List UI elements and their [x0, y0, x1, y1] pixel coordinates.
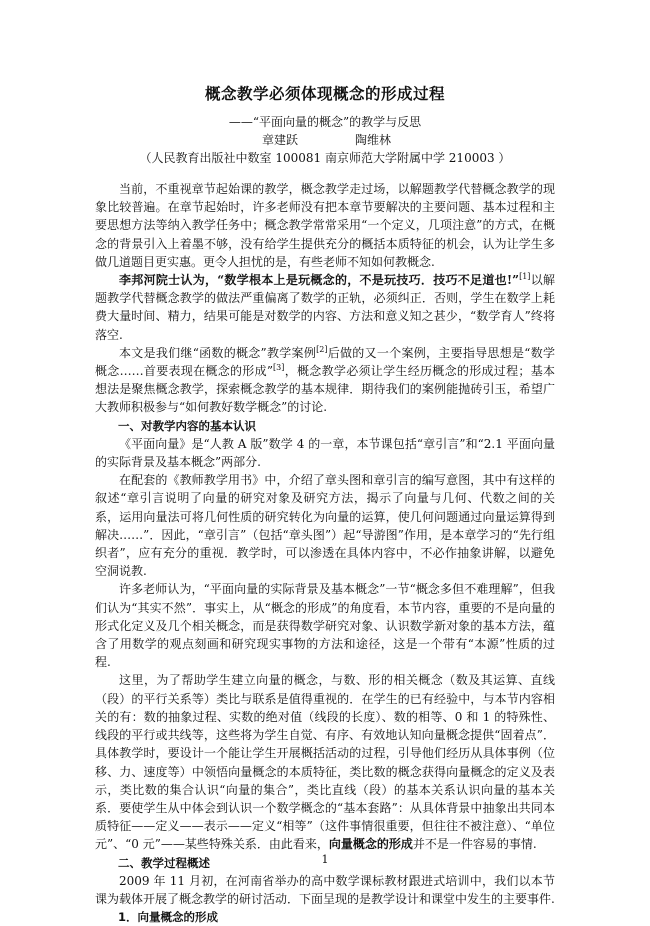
paper-title: 概念教学必须体现概念的形成过程 [204, 85, 445, 103]
emphasis-bold: 向量概念的形成 [328, 837, 413, 852]
citation-ref: [3] [273, 363, 285, 373]
citation-ref: [1] [519, 272, 531, 282]
paragraph [95, 271, 555, 344]
paragraph-text: ，概念教学必须让学生经历概念的形成过程；基本想法是聚焦概念教学，探索概念教学的基本规律．期待我们的案例能抛砖引玉，希望广大教师积极参与“如何教好数学概念”的讨论. [95, 364, 555, 415]
author-line [0, 131, 650, 147]
paragraph-text: 这里，为了帮助学生建立向量的概念，与数、形的相关概念（数及其运算、直线（段）的平行关系等）类比与联系是值得重视的．在学生的已有经验中，与本节内容相关的有：数的抽象过程、实数的绝对值（线段的长度）、数的相等、0 和 1 的特殊性、线段的平行或共线等，这些将为学生自觉、有序、有效地认知向量概念提供“固着点”．具体教学时，要设计一个能让学生开展概括活动的过程，引导他们经历从具体事例（位移、力、速度等）中领悟向量概念的本质特征，类比数的概念获得向量概念的定义及表示，类比数的集合认识“向量的集合”，类比直线（段）的基本关系认识向量的基本关系．要使学生从中体会到认识一个数学概念的“基本套路”：从具体背景中抽象出共同本质特征——定义——表示——定义“相等”（这件事情很重要，但往往不被注意）、“单位元”、“0 元”——某些特殊关系．由此看来， [95, 673, 555, 852]
citation-ref: [2] [316, 344, 328, 354]
paragraph-text: 以解题教学代替概念教学的做法严重偏离了数学的正轨，必须纠正．否则，学生在数学上耗费大量时间、精力，结果可能是对数学的内容、方法和意义知之甚少，“数学育人”终将落空. [95, 273, 555, 342]
quote-bold: 李邦河院士认为，“数学根本上是玩概念的，不是玩技巧．技巧不足道也!” [119, 273, 520, 288]
section-heading: 一、对教学内容的基本认识 [118, 418, 256, 433]
paragraph-text: 并不是一件容易的事情. [412, 837, 537, 852]
subsection-heading: 1．向量概念的形成 [118, 910, 219, 925]
paragraph: 许多老师认为，“平面向量的实际背景及基本概念”一节“概念多但不难理解”，但我们认为“其实不然”．事实上，从“概念的形成”的角度看，本节内容，重要的不是向量的形式化定义及几个相关概念，而是获得数学研究对象、认识数学新对象的基本方法，蕴含了用数学的观点刻画和研究现实事物的方法和途径，这是一个带有“本源”性质的过程. [95, 582, 555, 670]
paragraph [95, 344, 555, 417]
section-heading: 二、教学过程概述 [118, 855, 210, 870]
paper-body [95, 180, 555, 926]
paragraph: 《平面向量》是“人教 A 版”数学 4 的一章，本节课包括“章引言”和“2.1 平面向量的实际背景及基本概念”两部分. [95, 436, 555, 470]
author-name: 陶维林 [355, 133, 392, 147]
paragraph [95, 671, 555, 853]
paragraph-text: 本文是我们继“函数的概念”教学案例 [119, 345, 317, 360]
paragraph-text: 后做的又一个案例，主要指导思想是“数学概念……首要表现在概念的形成” [95, 345, 555, 379]
paragraph: 在配套的《教师教学用书》中，介绍了章头图和章引言的编写意图，其中有这样的叙述“章引言说明了向量的研究对象及研究方法，揭示了向量与几何、代数之间的关系，运用向量法可将几何性质的研究转化为向量的运算，使几何问题通过向量运算得到解决……”．因此，“章引言”（包括“章头图”）起“导游图”作用，是本章学习的“先行组织者”，应有充分的重视．教学时，可以渗透在具体内容中，不必作抽象讲解，以避免空洞说教. [95, 473, 555, 579]
paragraph: 2009 年 11 月初，在河南省举办的高中数学课标教材跟进式培训中，我们以本节课为载体开展了概念教学的研讨活动．下面呈现的是教学设计和课堂中发生的主要事件. [95, 873, 555, 906]
affiliation-line: （人民教育出版社中数室 100081 南京师范大学附属中学 210003 ） [139, 151, 511, 165]
author-name: 章建跃 [262, 133, 299, 147]
paragraph: 当前，不重视章节起始课的教学，概念教学走过场，以解题教学代替概念教学的现象比较普遍。在章节起始时，许多老师没有把本章节要解决的主要问题、基本过程和主要思想方法等纳入教学任务中；概念教学常常采用“一个定义，几项注意”的方式，在概念的背景引入上着墨不够，没有给学生提供充分的概括本质特征的机会，认为让学生多做几道题目更实惠。更令人担忧的是，有些老师不知如何教概念. [95, 182, 555, 269]
page-number: 1 [321, 853, 329, 866]
paper-subtitle: ——“平面向量的概念”的教学与反思 [228, 115, 422, 129]
